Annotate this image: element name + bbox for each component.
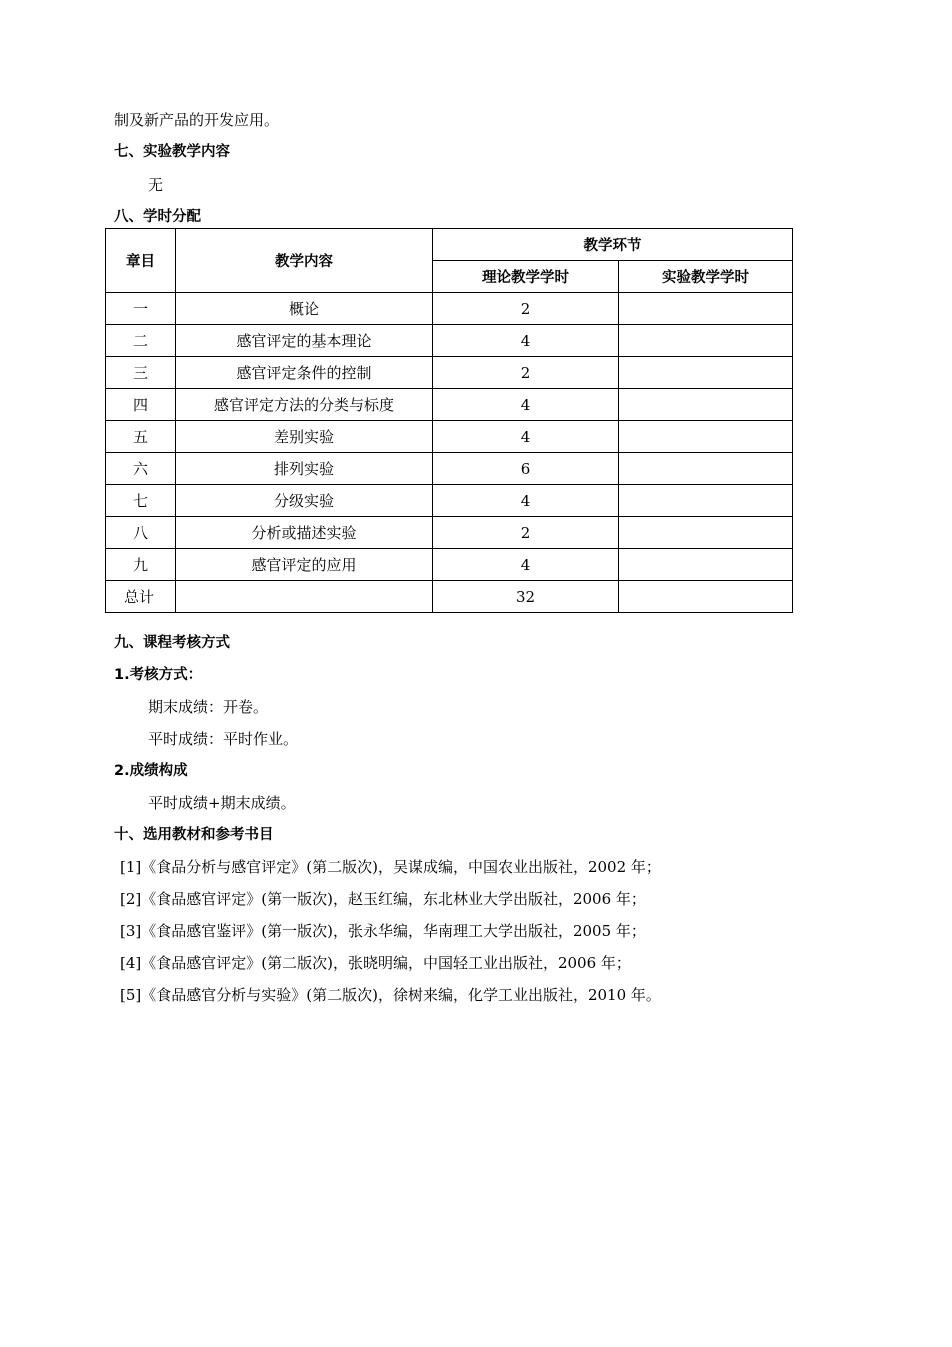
hours-table xyxy=(105,228,793,613)
section7-body: 无 xyxy=(148,176,164,194)
cell-chapter: 三 xyxy=(106,357,176,389)
cell-content: 感官评定的应用 xyxy=(176,549,433,581)
cell-content: 感官评定的基本理论 xyxy=(176,325,433,357)
cell-theory: 4 xyxy=(433,325,619,357)
section9-sub1-line: 平时成绩：平时作业。 xyxy=(148,730,299,748)
cell-content: 概论 xyxy=(176,293,433,325)
cell-chapter: 九 xyxy=(106,549,176,581)
cell-theory: 2 xyxy=(433,293,619,325)
cell-content: 差别实验 xyxy=(176,421,433,453)
reference-item: [3]《食品感官鉴评》(第一版次)，张永华编，华南理工大学出版社，2005 年； xyxy=(120,922,646,940)
section8-heading: 八、学时分配 xyxy=(114,209,201,225)
header-lab: 实验教学学时 xyxy=(619,261,793,293)
cell-lab xyxy=(619,389,793,421)
cell-theory: 4 xyxy=(433,389,619,421)
cell-total-content xyxy=(176,581,433,613)
table-row xyxy=(106,485,793,517)
cell-content: 分析或描述实验 xyxy=(176,517,433,549)
cell-theory: 2 xyxy=(433,357,619,389)
cell-content: 分级实验 xyxy=(176,485,433,517)
section9-sub1-line: 期末成绩：开卷。 xyxy=(148,698,269,716)
cell-theory: 2 xyxy=(433,517,619,549)
table-row xyxy=(106,517,793,549)
table-row xyxy=(106,549,793,581)
section10-heading: 十、选用教材和参考书目 xyxy=(114,827,274,843)
cell-lab xyxy=(619,293,793,325)
cell-lab xyxy=(619,421,793,453)
header-content: 教学内容 xyxy=(176,229,433,293)
cell-content: 排列实验 xyxy=(176,453,433,485)
header-chapter: 章目 xyxy=(106,229,176,293)
table-row xyxy=(106,357,793,389)
section7-heading: 七、实验教学内容 xyxy=(114,144,230,160)
header-group: 教学环节 xyxy=(433,229,793,261)
reference-item: [1]《食品分析与感官评定》(第二版次)，吴谋成编，中国农业出版社，2002 年； xyxy=(120,858,661,876)
table-row xyxy=(106,453,793,485)
cell-lab xyxy=(619,357,793,389)
cell-content: 感官评定条件的控制 xyxy=(176,357,433,389)
table-row xyxy=(106,293,793,325)
cell-chapter: 一 xyxy=(106,293,176,325)
table-row xyxy=(106,421,793,453)
intro-line: 制及新产品的开发应用。 xyxy=(114,111,280,129)
cell-theory: 4 xyxy=(433,549,619,581)
cell-chapter: 五 xyxy=(106,421,176,453)
cell-lab xyxy=(619,517,793,549)
cell-total-lab xyxy=(619,581,793,613)
table-total-row xyxy=(106,581,793,613)
table-row xyxy=(106,325,793,357)
section9-sub2-line: 平时成绩+期末成绩。 xyxy=(148,794,296,812)
section9-heading: 九、课程考核方式 xyxy=(114,635,230,651)
cell-lab xyxy=(619,325,793,357)
cell-theory: 4 xyxy=(433,421,619,453)
section9-sub2-heading: 2.成绩构成 xyxy=(114,763,188,779)
section9-sub1-heading: 1.考核方式： xyxy=(114,667,203,683)
cell-chapter: 七 xyxy=(106,485,176,517)
reference-item: [2]《食品感官评定》(第一版次)，赵玉红编，东北林业大学出版社，2006 年； xyxy=(120,890,646,908)
cell-theory: 6 xyxy=(433,453,619,485)
cell-chapter: 四 xyxy=(106,389,176,421)
cell-total-theory: 32 xyxy=(433,581,619,613)
header-theory: 理论教学学时 xyxy=(433,261,619,293)
cell-lab xyxy=(619,549,793,581)
table-row xyxy=(106,389,793,421)
reference-item: [5]《食品感官分析与实验》(第二版次)，徐树来编，化学工业出版社，2010 年。 xyxy=(120,986,661,1004)
cell-total-label: 总计 xyxy=(106,581,176,613)
reference-item: [4]《食品感官评定》(第二版次)，张晓明编，中国轻工业出版社，2006 年； xyxy=(120,954,631,972)
cell-lab xyxy=(619,453,793,485)
cell-chapter: 六 xyxy=(106,453,176,485)
cell-lab xyxy=(619,485,793,517)
cell-content: 感官评定方法的分类与标度 xyxy=(176,389,433,421)
cell-chapter: 八 xyxy=(106,517,176,549)
cell-chapter: 二 xyxy=(106,325,176,357)
cell-theory: 4 xyxy=(433,485,619,517)
